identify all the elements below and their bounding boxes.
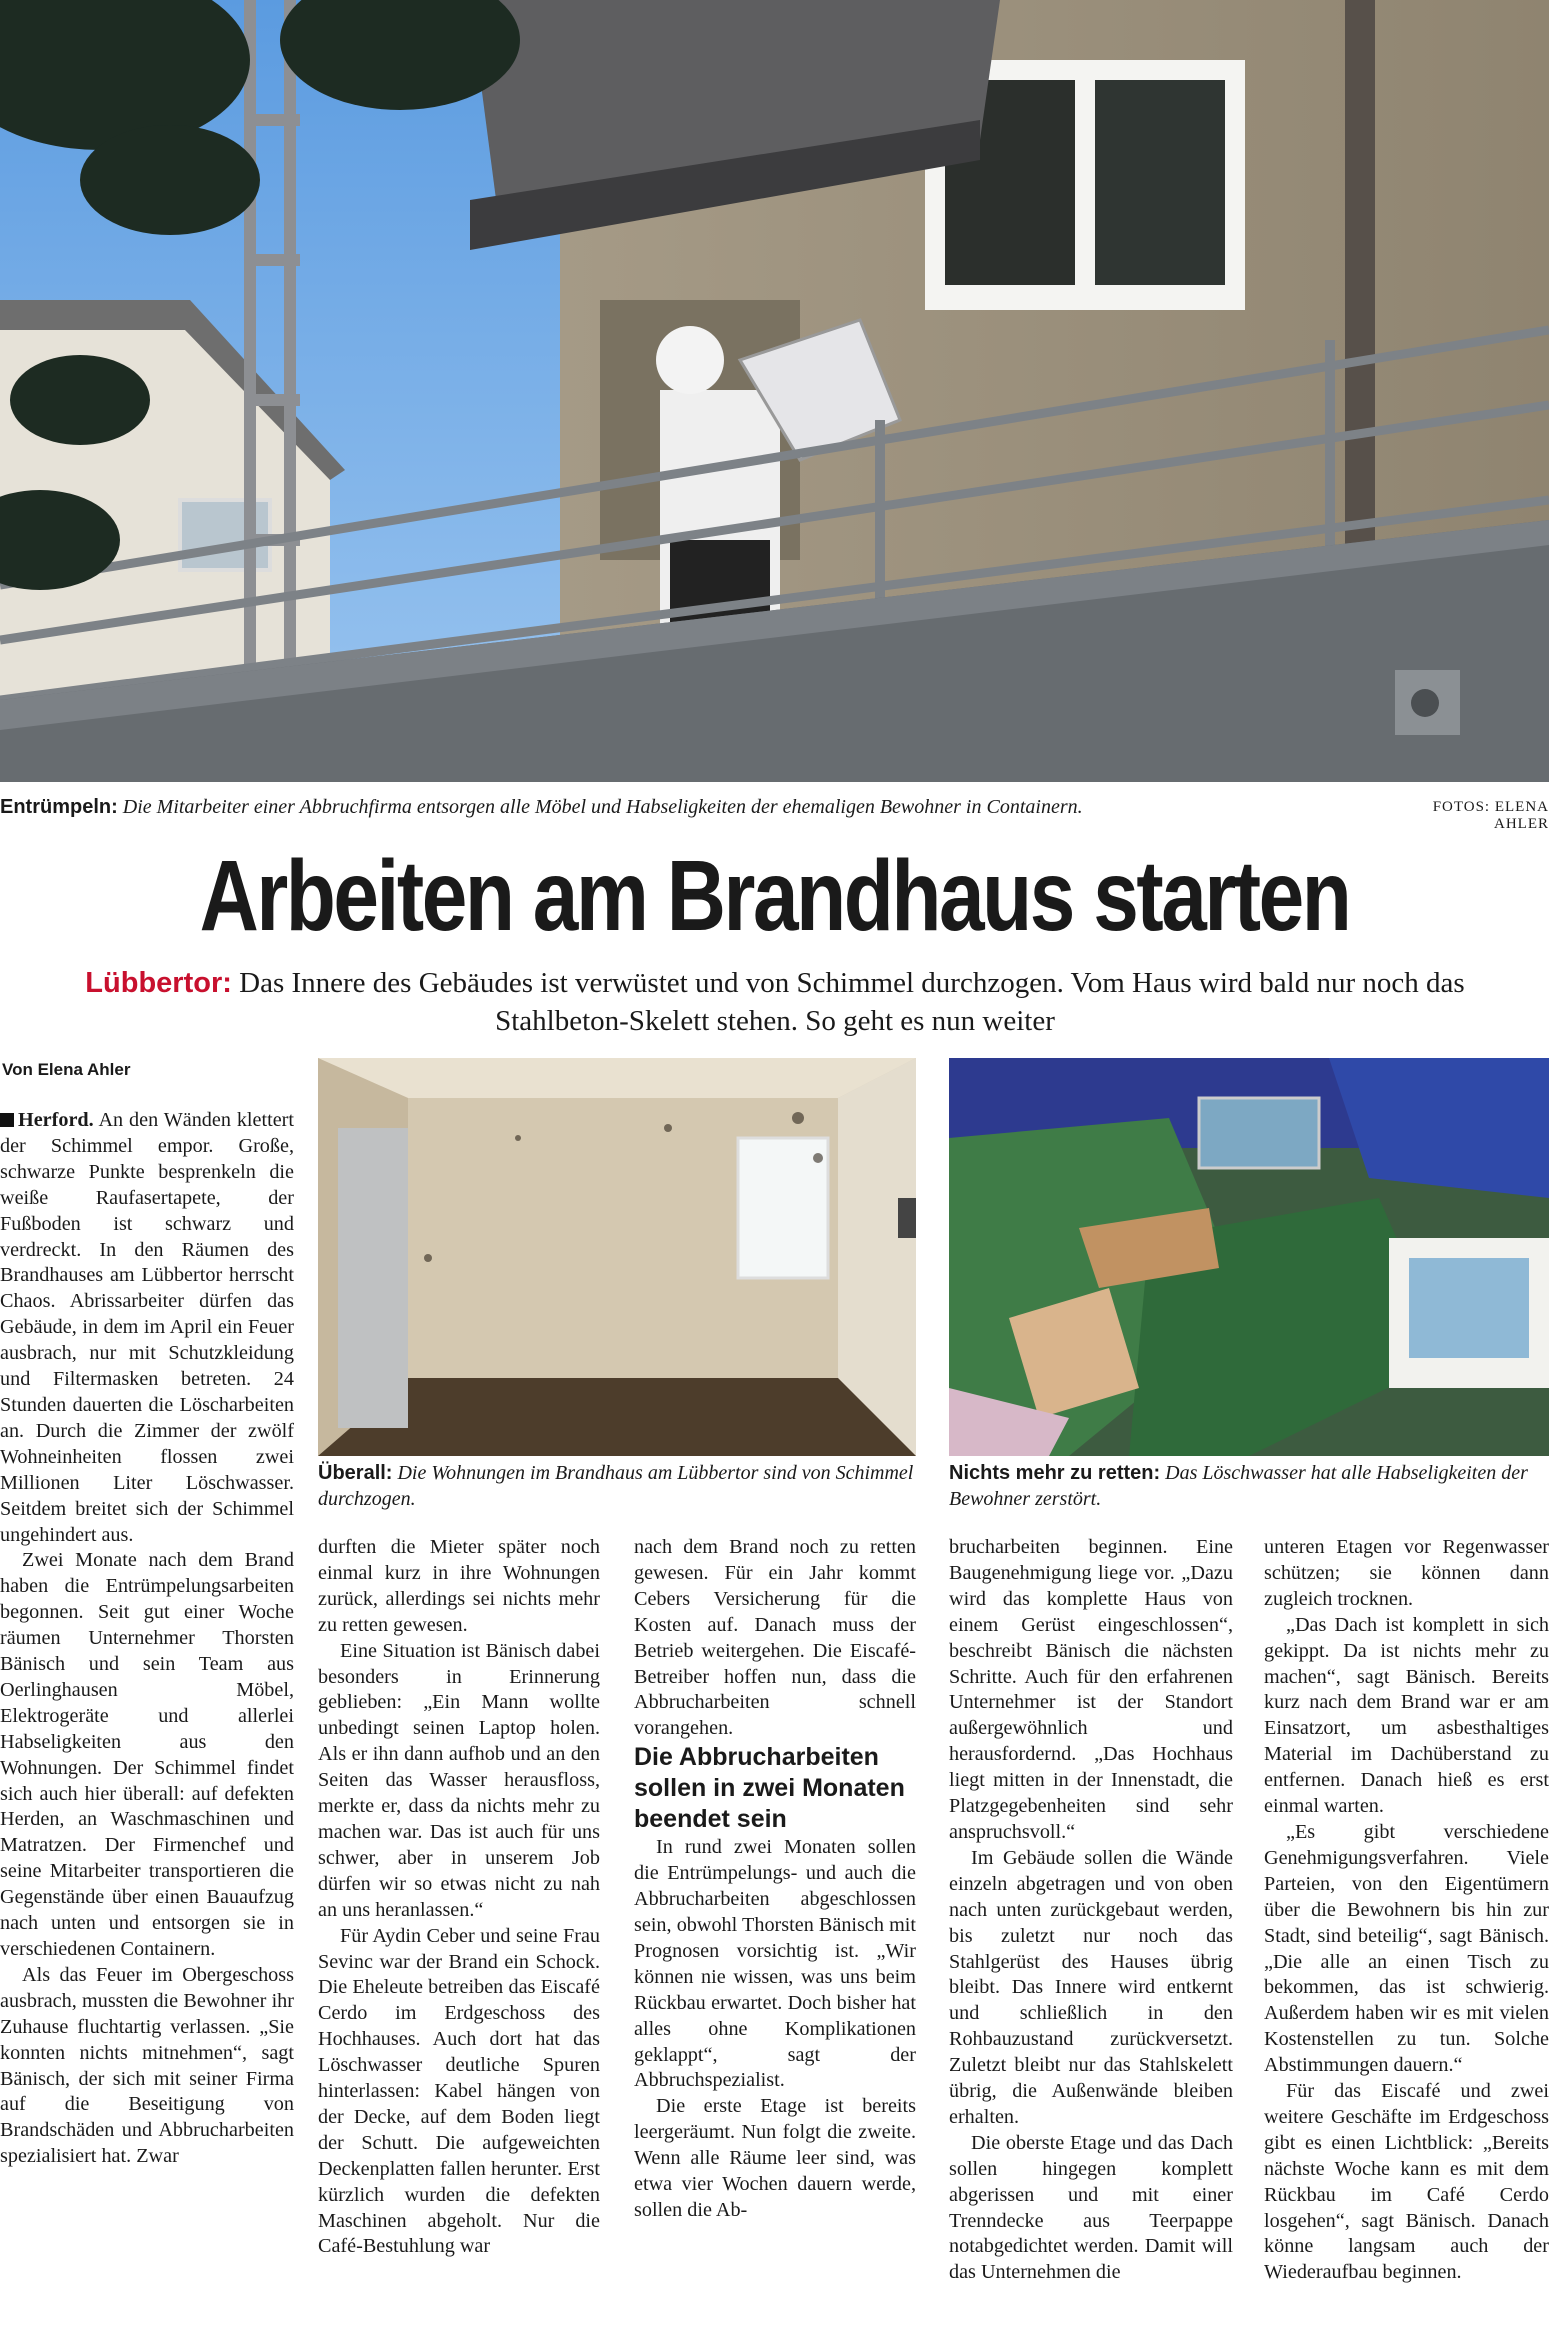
byline: Von Elena Ahler xyxy=(2,1060,131,1079)
article-subheading: Die Abbrucharbeiten sollen in zwei Monaten beendet sein xyxy=(634,1743,905,1834)
photo-moldy-room xyxy=(318,1058,916,1456)
article-paragraph: durften die Mieter später noch einmal kurz in ihre Wohnungen zurück, allerdings sei nichts mehr zu retten gewesen. xyxy=(318,1536,600,1636)
article-paragraph: Herford. An den Wänden klettert der Schimmel empor. Große, schwarze Punkte besprenkeln die weiße Raufasertapete, der Fußboden ist schwarz und verdreckt. In den Räumen des Brandhauses am Lübbertor herrscht Chaos. Abrissarbeiter dürfen das Gebäude, in dem im April ein Feuer ausbrach, nur mit Schutzkleidung und Filtermasken betreten. 24 Stunden dauerten die Löscharbeiten an. Durch die Zimmer der zwölf Wohneinheiten flossen zwei Millionen Liter Löschwasser. Seitdem breitet sich der Schimmel ungehindert aus. xyxy=(0,1109,294,1546)
caption-text: Die Wohnungen im Brandhaus am Lübbertor sind von Schimmel durchzogen. xyxy=(318,1462,914,1510)
caption-text: Die Mitarbeiter einer Abbruchfirma entsorgen alle Möbel und Habseligkeiten der ehemaligen Bewohner in Containern. xyxy=(122,796,1083,818)
photo-container-debris xyxy=(949,1058,1549,1456)
dateline-place: Herford. xyxy=(18,1109,94,1131)
caption-text: Das Löschwasser hat alle Habseligkeiten der Bewohner zerstört. xyxy=(949,1462,1528,1510)
top-photo-scaffold-balcony xyxy=(0,0,1549,782)
article-paragraph: Für Aydin Ceber und seine Frau Sevinc war der Brand ein Schock. Die Eheleute betreiben das Eiscafé Cerdo im Erdgeschoss des Hochhauses. Auch dort hat das Löschwasser deutliche Spuren hinterlassen: Kabel hängen von der Decke, auf dem Boden liegt der Schutt. Die aufgeweichten Deckenplatten fallen herunter. Erst kürzlich wurden die defekten Maschinen abgeholt. Nur die Café-Bestuhlung war xyxy=(318,1924,600,2258)
photo-room-caption xyxy=(318,1460,918,1512)
photo-container-caption xyxy=(949,1460,1549,1512)
subhead-kicker: Lübbertor: xyxy=(85,967,232,999)
caption-lead: Überall: xyxy=(318,1462,393,1484)
article-paragraph: Die oberste Etage und das Dach sollen hingegen komplett abgerissen und mit einer Trenndecke aus Teerpappe notabgedichtet werden. Damit will das Unternehmen die xyxy=(949,2131,1233,2284)
article-paragraph: Im Gebäude sollen die Wände einzeln abgetragen und von oben nach unten zurückgebaut werden, bis zuletzt nur noch das Stahlgerüst des Hauses übrig bleibt. Das Innere wird entkernt und schließlich in den Rohbauzustand zurückversetzt. Zuletzt bleibt nur das Stahlskelett übrig, die Außenwände bleiben erhalten. xyxy=(949,1846,1233,2128)
article-paragraph: nach dem Brand noch zu retten gewesen. Für ein Jahr kommt Cebers Versicherung für die Kosten auf. Danach muss der Betrieb weitergehen. Die Eiscafé-Betreiber hoffen nun, dass die Abbrucharbeiten schnell vorangehen. xyxy=(634,1536,916,1740)
caption-lead: Entrümpeln: xyxy=(0,796,118,818)
subheadline xyxy=(30,964,1520,1040)
subhead-text: Das Innere des Gebäudes ist verwüstet und von Schimmel durchzogen. Vom Haus wird bald nur noch das Stahlbeton-Skelett stehen. So geht es nun weiter xyxy=(239,967,1465,1037)
photo-credit: FOTOS: ELENA AHLER xyxy=(1432,799,1549,832)
paragraph-start-marker xyxy=(0,1113,14,1127)
article-paragraph: „Es gibt verschiedene Genehmigungsverfahren. Viele Parteien, von den Eigentümern über die Bewohnern bis hin zur Stadt, sind beteilig“, sagt Bänisch. „Die alle an einen Tisch zu bekommen, das ist schwierig. Außerdem haben wir es mit vielen Kostenstellen zu tun. Solche Abstimmungen dauern.“ xyxy=(1264,1820,1549,2077)
article-paragraph: Eine Situation ist Bänisch dabei besonders in Erinnerung geblieben: „Ein Mann wollte unbedingt seinen Laptop holen. Als er ihn dann aufhob und an den Seiten das Wasser herausfloss, merkte er, dass da nichts mehr zu machen war. Das ist auch für uns schwer, aber in unserem Job dürfen wir so etwas nicht zu nah an uns heranlassen.“ xyxy=(318,1639,600,1921)
article-paragraph: „Das Dach ist komplett in sich gekippt. Da ist nichts mehr zu machen“, sagt Bänisch. Bereits kurz nach dem Brand war er am Einsatzort, um asbesthaltiges Material im Dachüberstand zu entfernen. Danach hieß es erst einmal warten. xyxy=(1264,1613,1549,1818)
article-paragraph: unteren Etagen vor Regenwasser schützen; sie können dann zugleich trocknen. xyxy=(1264,1536,1549,1610)
headline: Arbeiten am Brandhaus starten xyxy=(199,840,1350,952)
article-paragraph: brucharbeiten beginnen. Eine Baugenehmigung liege vor. „Dazu wird das komplette Haus von einem Gerüst eingeschlossen“, beschreibt Bänisch die nächsten Schritte. Auch für den erfahrenen Unternehmer ist der Standort außergewöhnlich und herausfordernd. „Das Hochhaus liegt mitten in der Innenstadt, die Platzgegebenheiten sind sehr anspruchsvoll.“ xyxy=(949,1536,1233,1843)
top-photo-caption xyxy=(0,794,1380,820)
article-paragraph: Zwei Monate nach dem Brand haben die Entrümpelungsarbeiten begonnen. Seit gut einer Woche räumen Unternehmer Thorsten Bänisch und sein Team aus Oerlinghausen Möbel, Elektrogeräte und allerlei Habseligkeiten aus den Wohnungen. Der Schimmel findet sich auch hier überall: auf defekten Herden, an Waschmaschinen und Matratzen. Der Firmenchef und seine Mitarbeiter transportieren die Gegenstände über einen Bauaufzug nach unten und entsorgen sie in verschiedenen Containern. xyxy=(0,1549,294,1960)
article-paragraph: Für das Eiscafé und zwei weitere Geschäfte im Erdgeschoss gibt es einen Lichtblick: „Bereits nächste Woche kann es mit dem Rückbau im Café Cerdo losgehen“, sagt Bänisch. Danach könne langsam auch der Wiederaufbau beginnen. xyxy=(1264,2080,1549,2284)
caption-lead: Nichts mehr zu retten: xyxy=(949,1462,1161,1484)
article-paragraph: Als das Feuer im Obergeschoss ausbrach, mussten die Bewohner ihr Zuhause fluchtartig verlassen. „Sie konnten nichts mitnehmen“, sagt Bänisch, der sich mit seiner Firma auf die Beseitigung von Brandschäden und Abbrucharbeiten spezialisiert hat. Zwar xyxy=(0,1963,294,2168)
article-paragraph: Die erste Etage ist bereits leergeräumt. Nun folgt die zweite. Wenn alle Räume leer sind, was etwa vier Wochen dauern werde, sollen die Ab- xyxy=(634,2095,916,2221)
article-column-1 xyxy=(0,1108,294,2170)
article-column-5 xyxy=(1264,1535,1549,2286)
article-column-4 xyxy=(949,1535,1233,2286)
article-column-2 xyxy=(318,1535,600,2260)
article-paragraph: In rund zwei Monaten sollen die Entrümpelungs- und auch die Abbrucharbeiten abgeschlossen sein, obwohl Thorsten Bänisch mit Prognosen vorsichtig ist. „Wir können nie wissen, was uns beim Rückbau erwartet. Doch bisher hat alles ohne Komplikationen geklappt“, sagt der Abbruchspezialist. xyxy=(634,1836,916,2092)
article-column-3 xyxy=(634,1535,916,2224)
